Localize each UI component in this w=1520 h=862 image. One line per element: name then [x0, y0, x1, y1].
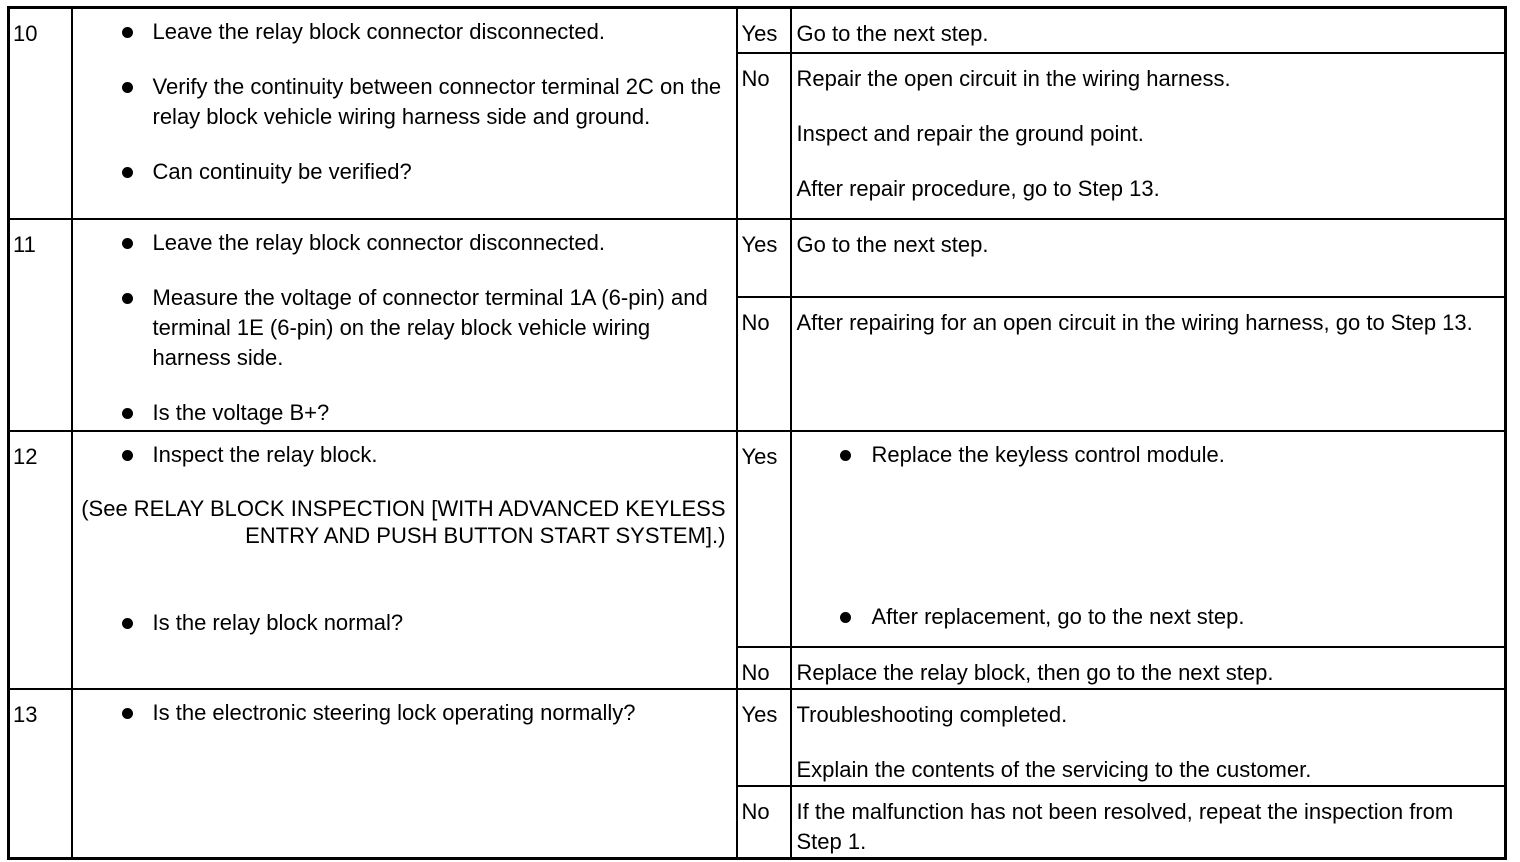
test-item: Leave the relay block connector disconnected.: [73, 228, 736, 258]
action-yes: [791, 219, 1506, 297]
test-item: Inspect the relay block.: [73, 440, 736, 470]
test-procedure: [72, 8, 737, 219]
test-item: Verify the continuity between connector terminal 2C on the relay block vehicle wiring harness side and ground.: [73, 72, 736, 132]
action-text: After repairing for an open circuit in the wiring harness, go to Step 13.: [796, 309, 1473, 335]
table-row: [9, 689, 1506, 786]
action-no: [791, 53, 1506, 219]
troubleshooting-table: [7, 6, 1507, 860]
action-no: [791, 297, 1506, 431]
test-item: Is the voltage B+?: [73, 398, 736, 428]
action-list: [792, 440, 1505, 646]
step-number: 11: [9, 219, 72, 431]
action-no: [791, 786, 1506, 859]
step-number: 10: [9, 8, 72, 219]
result-no: No: [737, 53, 791, 219]
result-yes: Yes: [737, 431, 791, 647]
action-yes: [791, 8, 1506, 53]
step-number: 12: [9, 431, 72, 689]
step-number: 13: [9, 689, 72, 859]
test-item: Leave the relay block connector disconnected.: [73, 17, 736, 47]
test-procedure: [72, 431, 737, 689]
action-text: Go to the next step.: [796, 231, 989, 257]
test-item: Can continuity be verified?: [73, 157, 736, 187]
action-text: Repair the open circuit in the wiring harness.: [796, 65, 1231, 91]
reference-note: (See RELAY BLOCK INSPECTION [WITH ADVANCED KEYLESS ENTRY AND PUSH BUTTON START SYSTEM].): [81, 495, 726, 548]
action-item: After replacement, go to the next step.: [792, 602, 1505, 632]
table-row: [9, 431, 1506, 647]
result-yes: Yes: [737, 689, 791, 786]
action-text: Replace the relay block, then go to the next step.: [796, 659, 1274, 685]
action-yes: [791, 431, 1506, 647]
result-no: No: [737, 647, 791, 689]
action-text: Troubleshooting completed.: [796, 701, 1068, 727]
result-no: No: [737, 786, 791, 859]
test-item: Is the relay block normal?: [73, 608, 736, 638]
result-yes: Yes: [737, 219, 791, 297]
action-text: Explain the contents of the servicing to the customer.: [796, 756, 1312, 782]
action-text: After repair procedure, go to Step 13.: [796, 175, 1160, 201]
action-yes: [791, 689, 1506, 786]
action-item: Replace the keyless control module.: [792, 440, 1505, 470]
test-item: Measure the voltage of connector terminal 1A (6-pin) and terminal 1E (6-pin) on the relay block vehicle wiring harness side.: [73, 283, 736, 373]
result-yes: Yes: [737, 8, 791, 53]
action-text: If the malfunction has not been resolved, repeat the inspection from Step 1.: [796, 798, 1454, 854]
test-procedure: [72, 689, 737, 859]
action-text: Go to the next step.: [796, 21, 989, 46]
test-item: Is the electronic steering lock operating normally?: [73, 698, 736, 728]
table-row: [9, 219, 1506, 297]
action-text: Inspect and repair the ground point.: [796, 120, 1144, 146]
table-row: [9, 8, 1506, 53]
action-no: [791, 647, 1506, 689]
test-procedure: [72, 219, 737, 431]
result-no: No: [737, 297, 791, 431]
